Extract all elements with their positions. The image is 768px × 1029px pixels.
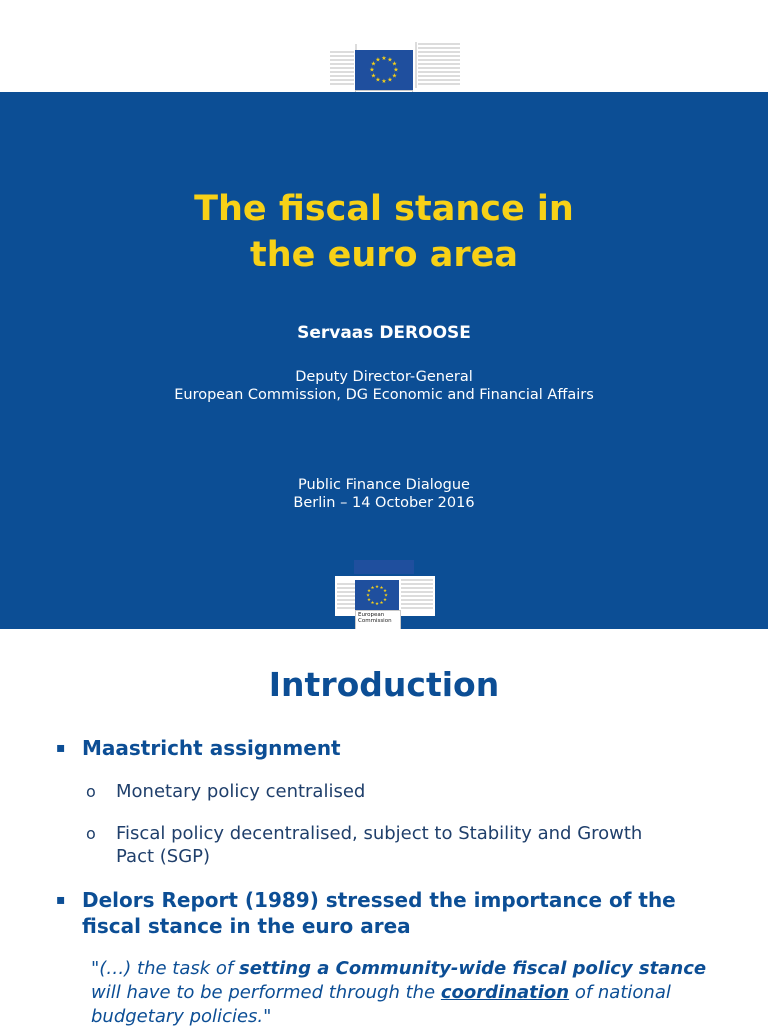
svg-text:★: ★ bbox=[370, 601, 375, 606]
svg-text:★: ★ bbox=[387, 76, 393, 84]
top-logo-strip bbox=[0, 0, 768, 92]
event-info bbox=[0, 476, 768, 512]
svg-text:★: ★ bbox=[366, 598, 372, 603]
svg-text:★: ★ bbox=[370, 586, 375, 591]
svg-text:★: ★ bbox=[383, 593, 389, 599]
bullet-text: Maastricht assignment bbox=[82, 736, 341, 760]
quote-part3: of national budgetary policies." bbox=[91, 982, 671, 1027]
european-commission-logo-bottom bbox=[335, 560, 435, 630]
svg-text:★: ★ bbox=[379, 586, 384, 591]
svg-text:★: ★ bbox=[382, 598, 388, 603]
svg-text:★: ★ bbox=[366, 589, 372, 594]
author-name: Servaas DEROOSE bbox=[297, 323, 471, 343]
svg-text:★: ★ bbox=[374, 585, 380, 590]
slide-title-line2: the euro area bbox=[250, 235, 518, 275]
logo-label: European Commission bbox=[358, 612, 392, 624]
quote-part1: "(…) the task of bbox=[91, 958, 239, 979]
svg-text:★: ★ bbox=[381, 55, 387, 62]
logo-top-bar bbox=[354, 560, 414, 574]
svg-text:★: ★ bbox=[375, 76, 381, 84]
svg-text:★: ★ bbox=[381, 78, 387, 85]
sub-bullet-fiscal bbox=[86, 822, 643, 868]
eu-flag bbox=[355, 580, 399, 610]
eu-flag-stars-icon bbox=[355, 50, 413, 90]
quote-emphasis: setting a Community-wide fiscal policy stance bbox=[239, 958, 707, 979]
sub-bullet-text: Monetary policy centralised bbox=[116, 781, 366, 802]
bullet-text-line1: Delors Report (1989) stressed the importance of the bbox=[82, 888, 676, 912]
svg-text:★: ★ bbox=[391, 60, 398, 68]
svg-text:★: ★ bbox=[370, 60, 377, 68]
sub-bullet-monetary bbox=[86, 780, 366, 803]
role-line1: Deputy Director-General bbox=[295, 369, 473, 385]
sub-bullet-text-line1: Fiscal policy decentralised, subject to Stability and Growth bbox=[116, 823, 643, 844]
author-role bbox=[0, 368, 768, 404]
role-line2: European Commission, DG Economic and Financial Affairs bbox=[174, 387, 594, 403]
bullet-maastricht bbox=[56, 735, 341, 761]
svg-text:★: ★ bbox=[375, 56, 381, 64]
circle-bullet-icon: o bbox=[86, 782, 96, 801]
title-slide bbox=[0, 92, 768, 629]
svg-text:★: ★ bbox=[374, 602, 380, 607]
svg-text:★: ★ bbox=[379, 601, 384, 606]
svg-text:★: ★ bbox=[370, 72, 377, 80]
bullet-delors bbox=[56, 887, 676, 939]
svg-text:★: ★ bbox=[369, 66, 375, 74]
square-bullet-icon: ▪ bbox=[56, 740, 66, 756]
delors-quote bbox=[91, 957, 731, 1029]
eu-flag bbox=[355, 50, 413, 90]
slide-title: Introduction bbox=[268, 665, 500, 704]
event-line2: Berlin – 14 October 2016 bbox=[293, 495, 475, 511]
svg-text:★: ★ bbox=[391, 72, 398, 80]
introduction-slide bbox=[0, 629, 768, 1027]
eu-flag-stars-icon bbox=[355, 580, 399, 610]
sub-bullet-text-line2: Pact (SGP) bbox=[116, 846, 211, 867]
event-line1: Public Finance Dialogue bbox=[298, 477, 470, 493]
slide-title-line1: The fiscal stance in bbox=[194, 189, 574, 229]
svg-text:★: ★ bbox=[382, 589, 388, 594]
quote-coordination: coordination bbox=[440, 982, 570, 1003]
svg-text:★: ★ bbox=[387, 56, 393, 64]
svg-text:★: ★ bbox=[393, 66, 399, 74]
bullet-text-line2: fiscal stance in the euro area bbox=[82, 914, 411, 938]
slide-title bbox=[0, 186, 768, 278]
square-bullet-icon: ▪ bbox=[56, 892, 66, 908]
quote-part2: will have to be performed through the bbox=[91, 982, 441, 1003]
svg-text:★: ★ bbox=[365, 593, 371, 599]
circle-bullet-icon: o bbox=[86, 824, 96, 843]
